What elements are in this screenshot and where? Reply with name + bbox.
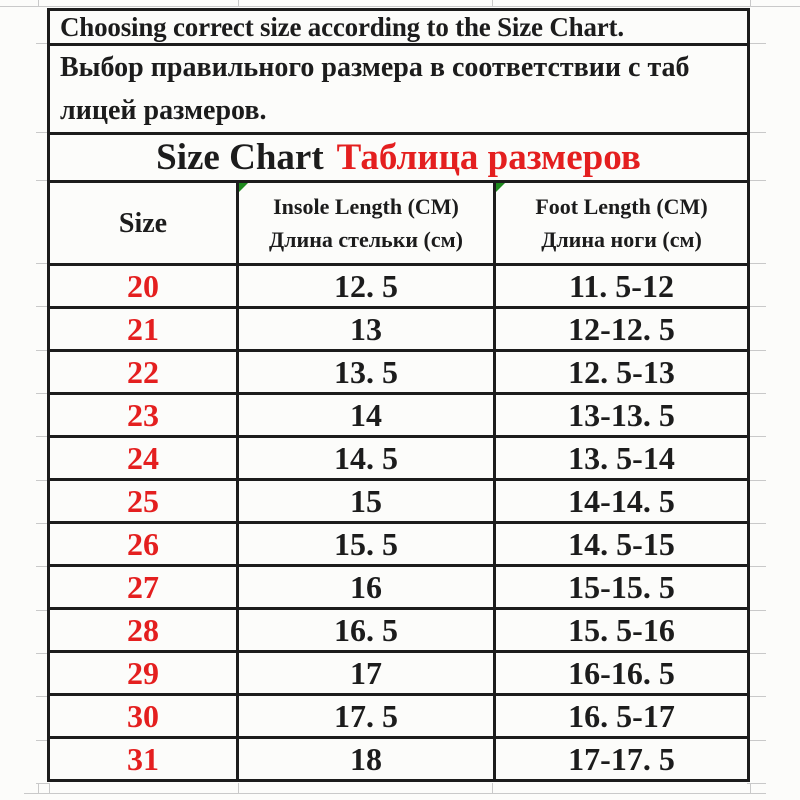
title-row-en	[49, 10, 749, 45]
table-row	[49, 437, 749, 480]
size-cell: 26	[49, 523, 238, 566]
insole-cell: 16. 5	[238, 609, 495, 652]
foot-cell: 11. 5-12	[495, 265, 749, 308]
chart-title	[49, 134, 749, 182]
col-header-foot	[495, 182, 749, 265]
foot-cell: 12-12. 5	[495, 308, 749, 351]
table-row	[49, 695, 749, 738]
spreadsheet-gridline	[492, 783, 493, 794]
cell-flag-icon	[496, 183, 505, 192]
col-header-foot-ru: Длина ноги (см)	[541, 227, 702, 252]
size-cell: 22	[49, 351, 238, 394]
size-cell: 20	[49, 265, 238, 308]
insole-cell: 15. 5	[238, 523, 495, 566]
size-chart-table	[47, 8, 750, 782]
col-header-size: Size	[49, 182, 238, 265]
page-title-ru-line1: Выбор правильного размера в соответствии с таб	[60, 52, 690, 83]
table-row	[49, 738, 749, 781]
size-cell: 25	[49, 480, 238, 523]
size-cell: 27	[49, 566, 238, 609]
table-row	[49, 609, 749, 652]
table-row	[49, 265, 749, 308]
foot-cell: 14. 5-15	[495, 523, 749, 566]
insole-cell: 17. 5	[238, 695, 495, 738]
col-header-insole	[238, 182, 495, 265]
table-row	[49, 652, 749, 695]
size-table-body	[49, 265, 749, 781]
size-cell: 24	[49, 437, 238, 480]
foot-cell: 15. 5-16	[495, 609, 749, 652]
table-row	[49, 394, 749, 437]
spreadsheet-gridline	[747, 783, 766, 784]
foot-cell: 15-15. 5	[495, 566, 749, 609]
spreadsheet-gridline	[750, 783, 751, 794]
foot-cell: 13-13. 5	[495, 394, 749, 437]
size-cell: 28	[49, 609, 238, 652]
size-chart-header-section	[49, 10, 749, 265]
table-row	[49, 566, 749, 609]
column-header-row	[49, 182, 749, 265]
size-cell: 23	[49, 394, 238, 437]
foot-cell: 16-16. 5	[495, 652, 749, 695]
table-row	[49, 480, 749, 523]
col-header-insole-en: Insole Length (CM)	[273, 194, 459, 219]
insole-cell: 18	[238, 738, 495, 781]
title-row-ru	[49, 45, 749, 134]
spreadsheet-gridline	[49, 783, 50, 794]
col-header-foot-en: Foot Length (CM)	[535, 194, 708, 219]
foot-cell: 16. 5-17	[495, 695, 749, 738]
table-row	[49, 523, 749, 566]
foot-cell: 17-17. 5	[495, 738, 749, 781]
chart-title-en: Size Chart	[156, 137, 324, 178]
table-row	[49, 351, 749, 394]
foot-cell: 14-14. 5	[495, 480, 749, 523]
page-title-ru-line2: лицей размеров.	[60, 95, 267, 126]
size-cell: 29	[49, 652, 238, 695]
size-cell: 30	[49, 695, 238, 738]
insole-cell: 13. 5	[238, 351, 495, 394]
insole-cell: 15	[238, 480, 495, 523]
chart-title-row	[49, 134, 749, 182]
insole-cell: 16	[238, 566, 495, 609]
spreadsheet-gridline	[238, 783, 239, 794]
insole-cell: 13	[238, 308, 495, 351]
size-cell: 31	[49, 738, 238, 781]
table-row	[49, 308, 749, 351]
spreadsheet-gridline	[24, 793, 766, 794]
cell-flag-icon	[239, 183, 248, 192]
insole-cell: 12. 5	[238, 265, 495, 308]
spreadsheet-gridline	[0, 6, 800, 7]
chart-title-ru: Таблица размеров	[336, 137, 641, 178]
insole-cell: 17	[238, 652, 495, 695]
size-cell: 21	[49, 308, 238, 351]
insole-cell: 14	[238, 394, 495, 437]
spreadsheet-gridline	[38, 783, 39, 794]
foot-cell: 13. 5-14	[495, 437, 749, 480]
spreadsheet-gridline	[36, 783, 49, 784]
insole-cell: 14. 5	[238, 437, 495, 480]
col-header-insole-ru: Длина стельки (см)	[269, 227, 463, 252]
page-title-en: Choosing correct size according to the Size Chart.	[49, 10, 749, 45]
foot-cell: 12. 5-13	[495, 351, 749, 394]
page-title-ru	[49, 45, 749, 134]
